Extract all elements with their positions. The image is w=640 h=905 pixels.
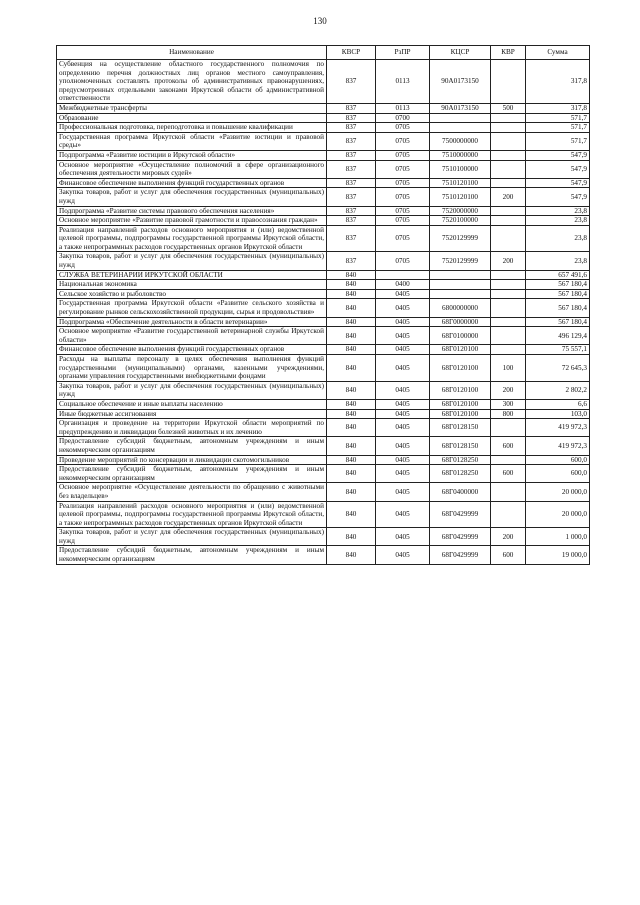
cell-kvsr: 837 (327, 150, 376, 160)
table-row (57, 483, 590, 501)
cell-kcsr: 68Г0120100 (430, 355, 491, 382)
cell-name: Иные бюджетные ассигнования (57, 409, 327, 419)
cell-name: Сельское хозяйство и рыболовство (57, 289, 327, 299)
cell-kvsr: 840 (327, 483, 376, 501)
cell-kvr (491, 178, 526, 188)
table-header-row (57, 46, 590, 60)
cell-kvr (491, 113, 526, 123)
cell-name: Предоставление субсидий бюджетным, автономным учреждениям и иным некоммерческим организациям (57, 437, 327, 455)
cell-kcsr (430, 289, 491, 299)
page-number: 130 (313, 16, 327, 26)
cell-kvsr: 840 (327, 327, 376, 345)
cell-kvsr: 840 (327, 419, 376, 437)
cell-kcsr: 68Г0100000 (430, 327, 491, 345)
cell-kvr: 600 (491, 546, 526, 564)
cell-sum: 317,8 (526, 60, 590, 104)
cell-kcsr: 68Г0429999 (430, 528, 491, 546)
table-row (57, 132, 590, 150)
cell-kvr (491, 289, 526, 299)
cell-kvr (491, 132, 526, 150)
cell-kvr: 200 (491, 252, 526, 270)
cell-kvr (491, 419, 526, 437)
cell-kvr (491, 501, 526, 528)
cell-rzpr: 0705 (376, 178, 430, 188)
cell-rzpr: 0705 (376, 188, 430, 206)
cell-name: Закупка товаров, работ и услуг для обеспечения государственных (муниципальных) нужд (57, 528, 327, 546)
cell-name: Финансовое обеспечение выполнения функций государственных органов (57, 345, 327, 355)
cell-rzpr: 0405 (376, 289, 430, 299)
cell-kvr (491, 299, 526, 317)
cell-sum: 103,0 (526, 409, 590, 419)
cell-sum: 547,9 (526, 178, 590, 188)
cell-name: Предоставление субсидий бюджетным, автономным учреждениям и иным некоммерческим организациям (57, 465, 327, 483)
table-row (57, 546, 590, 564)
cell-kcsr: 68Г0400000 (430, 483, 491, 501)
cell-kcsr: 7510120100 (430, 178, 491, 188)
cell-name: Финансовое обеспечение выполнения функций государственных органов (57, 178, 327, 188)
cell-kvsr: 837 (327, 252, 376, 270)
cell-kcsr (430, 113, 491, 123)
cell-sum: 600,0 (526, 465, 590, 483)
cell-kcsr: 68Г0000000 (430, 317, 491, 327)
cell-kvsr: 840 (327, 546, 376, 564)
cell-sum: 20 000,0 (526, 501, 590, 528)
cell-sum: 496 129,4 (526, 327, 590, 345)
cell-kvsr: 840 (327, 355, 376, 382)
table-row (57, 188, 590, 206)
cell-kvsr: 837 (327, 206, 376, 216)
cell-rzpr: 0405 (376, 419, 430, 437)
cell-rzpr: 0405 (376, 345, 430, 355)
cell-rzpr: 0705 (376, 150, 430, 160)
cell-kvsr: 840 (327, 501, 376, 528)
cell-kcsr: 68Г0128250 (430, 455, 491, 465)
cell-name: Закупка товаров, работ и услуг для обеспечения государственных (муниципальных) нужд (57, 381, 327, 399)
table-row (57, 501, 590, 528)
table-row (57, 206, 590, 216)
header-rzpr: РзПР (376, 46, 430, 60)
cell-name: Основное мероприятие «Осуществление деятельности по обращению с животными без владельцев» (57, 483, 327, 501)
table-row (57, 419, 590, 437)
cell-kvsr: 837 (327, 225, 376, 252)
cell-sum: 571,7 (526, 123, 590, 133)
cell-name: Организация и проведение на территории Иркутской области мероприятий по предупреждению и ликвидации болезней животных и их лечению (57, 419, 327, 437)
table-row (57, 252, 590, 270)
table-row (57, 289, 590, 299)
table-row (57, 327, 590, 345)
cell-rzpr: 0705 (376, 216, 430, 226)
cell-kcsr: 6800000000 (430, 299, 491, 317)
table-row (57, 60, 590, 104)
header-kcsr: КЦСР (430, 46, 491, 60)
cell-sum: 547,9 (526, 160, 590, 178)
header-name: Наименование (57, 46, 327, 60)
table-row (57, 399, 590, 409)
cell-kvsr: 840 (327, 409, 376, 419)
cell-kcsr: 7520000000 (430, 206, 491, 216)
cell-kvsr: 840 (327, 270, 376, 280)
cell-rzpr: 0405 (376, 483, 430, 501)
cell-sum: 1 000,0 (526, 528, 590, 546)
cell-kvr: 200 (491, 381, 526, 399)
table-row (57, 103, 590, 113)
table-row (57, 409, 590, 419)
table-row (57, 317, 590, 327)
cell-kvsr: 837 (327, 113, 376, 123)
cell-kcsr (430, 123, 491, 133)
cell-name: Расходы на выплаты персоналу в целях обеспечения выполнения функций государственными (муниципальными) органами, казенными учреждениями, органами управления государственными внебюджетными фондами (57, 355, 327, 382)
cell-rzpr: 0405 (376, 317, 430, 327)
cell-sum: 419 972,3 (526, 419, 590, 437)
table-row (57, 381, 590, 399)
cell-kvr: 200 (491, 528, 526, 546)
cell-kvsr: 837 (327, 160, 376, 178)
cell-rzpr: 0405 (376, 437, 430, 455)
cell-kvr: 500 (491, 103, 526, 113)
cell-rzpr: 0405 (376, 327, 430, 345)
cell-rzpr: 0405 (376, 381, 430, 399)
cell-kvsr: 837 (327, 216, 376, 226)
cell-sum: 567 180,4 (526, 280, 590, 290)
cell-kvsr: 837 (327, 188, 376, 206)
cell-kcsr: 7500000000 (430, 132, 491, 150)
cell-rzpr: 0405 (376, 299, 430, 317)
cell-kcsr: 68Г0128150 (430, 437, 491, 455)
cell-kcsr: 7510120100 (430, 188, 491, 206)
cell-kvr: 200 (491, 188, 526, 206)
cell-name: Основное мероприятие «Развитие государственной ветеринарной службы Иркутской области» (57, 327, 327, 345)
cell-sum: 75 557,1 (526, 345, 590, 355)
cell-sum: 20 000,0 (526, 483, 590, 501)
cell-name: Образование (57, 113, 327, 123)
table-row (57, 270, 590, 280)
cell-kvr: 600 (491, 437, 526, 455)
cell-name: Межбюджетные трансферты (57, 103, 327, 113)
table-row (57, 113, 590, 123)
cell-sum: 657 491,6 (526, 270, 590, 280)
cell-kvr (491, 327, 526, 345)
cell-rzpr: 0405 (376, 399, 430, 409)
cell-sum: 419 972,3 (526, 437, 590, 455)
cell-name: Субвенция на осуществление областного государственного полномочия по определению перечня должностных лиц органов местного самоуправления, уполномоченных составлять протоколы об административных правонарушениях, предусмотренных отдельными законами Иркутской области об административной ответственности (57, 60, 327, 104)
cell-kvsr: 837 (327, 132, 376, 150)
cell-rzpr: 0405 (376, 455, 430, 465)
cell-kvr (491, 123, 526, 133)
header-kvsr: КВСР (327, 46, 376, 60)
cell-kcsr: 68Г0128250 (430, 465, 491, 483)
cell-kcsr: 7510000000 (430, 150, 491, 160)
cell-kcsr: 7520129999 (430, 225, 491, 252)
cell-kcsr: 68Г0128150 (430, 419, 491, 437)
cell-kvr: 600 (491, 465, 526, 483)
cell-name: Проведение мероприятий по консервации и ликвидации скотомогильников (57, 455, 327, 465)
cell-name: Национальная экономика (57, 280, 327, 290)
table-row (57, 355, 590, 382)
cell-kvr (491, 455, 526, 465)
table-row (57, 437, 590, 455)
cell-kvr (491, 225, 526, 252)
cell-rzpr: 0705 (376, 160, 430, 178)
cell-rzpr: 0700 (376, 113, 430, 123)
cell-name: Закупка товаров, работ и услуг для обеспечения государственных (муниципальных) нужд (57, 188, 327, 206)
cell-rzpr: 0405 (376, 528, 430, 546)
cell-kvsr: 840 (327, 399, 376, 409)
cell-sum: 23,8 (526, 252, 590, 270)
cell-kcsr: 90А0173150 (430, 60, 491, 104)
table-row (57, 216, 590, 226)
cell-sum: 600,0 (526, 455, 590, 465)
cell-sum: 567 180,4 (526, 299, 590, 317)
cell-kvsr: 840 (327, 528, 376, 546)
cell-kcsr: 68Г0429999 (430, 546, 491, 564)
cell-kcsr: 68Г0120100 (430, 381, 491, 399)
cell-sum: 571,7 (526, 132, 590, 150)
cell-name: Подпрограмма «Развитие юстиции в Иркутской области» (57, 150, 327, 160)
cell-kcsr: 7510100000 (430, 160, 491, 178)
cell-name: Подпрограмма «Развитие системы правового обеспечения населения» (57, 206, 327, 216)
cell-sum: 571,7 (526, 113, 590, 123)
cell-rzpr: 0405 (376, 546, 430, 564)
cell-kvr: 100 (491, 355, 526, 382)
cell-kvr: 800 (491, 409, 526, 419)
table-row (57, 465, 590, 483)
table-row (57, 528, 590, 546)
cell-name: Профессиональная подготовка, переподготовка и повышение квалификации (57, 123, 327, 133)
cell-sum: 23,8 (526, 216, 590, 226)
cell-rzpr: 0113 (376, 103, 430, 113)
cell-kvsr: 840 (327, 299, 376, 317)
cell-sum: 23,8 (526, 206, 590, 216)
cell-kvr (491, 150, 526, 160)
cell-kvsr: 837 (327, 178, 376, 188)
cell-kcsr: 68Г0429999 (430, 501, 491, 528)
cell-name: Социальное обеспечение и иные выплаты населению (57, 399, 327, 409)
cell-kcsr (430, 280, 491, 290)
cell-rzpr: 0705 (376, 225, 430, 252)
table-row (57, 150, 590, 160)
cell-name: Реализация направлений расходов основного мероприятия и (или) ведомственной целевой программы, подпрограммы государственной программы Иркутской области, а также непрограммных расходов государственных органов Иркутской области (57, 501, 327, 528)
cell-kvr (491, 60, 526, 104)
cell-sum: 23,8 (526, 225, 590, 252)
cell-rzpr (376, 270, 430, 280)
cell-kvr (491, 206, 526, 216)
cell-sum: 547,9 (526, 188, 590, 206)
cell-kcsr: 68Г0120100 (430, 399, 491, 409)
cell-kvsr: 840 (327, 317, 376, 327)
cell-kvsr: 837 (327, 123, 376, 133)
cell-rzpr: 0705 (376, 123, 430, 133)
cell-kvsr: 840 (327, 280, 376, 290)
table-row (57, 455, 590, 465)
table-row (57, 299, 590, 317)
cell-kvsr: 840 (327, 455, 376, 465)
table-row (57, 280, 590, 290)
cell-kvr: 300 (491, 399, 526, 409)
table-row (57, 345, 590, 355)
cell-sum: 317,8 (526, 103, 590, 113)
cell-name: Государственная программа Иркутской области «Развитие юстиции и правовой среды» (57, 132, 327, 150)
cell-kvsr: 840 (327, 289, 376, 299)
cell-name: Государственная программа Иркутской области «Развитие сельского хозяйства и регулирование рынков сельскохозяйственной продукции, сырья и продовольствия» (57, 299, 327, 317)
cell-name: Предоставление субсидий бюджетным, автономным учреждениям и иным некоммерческим организациям (57, 546, 327, 564)
cell-kvr (491, 216, 526, 226)
cell-kcsr (430, 270, 491, 280)
cell-kvsr: 840 (327, 381, 376, 399)
cell-sum: 6,6 (526, 399, 590, 409)
cell-kvr (491, 317, 526, 327)
cell-name: Подпрограмма «Обеспечение деятельности в области ветеринарии» (57, 317, 327, 327)
cell-kvsr: 840 (327, 345, 376, 355)
budget-table (56, 45, 590, 565)
cell-name: Закупка товаров, работ и услуг для обеспечения государственных (муниципальных) нужд (57, 252, 327, 270)
cell-kcsr: 90А0173150 (430, 103, 491, 113)
table-row (57, 225, 590, 252)
cell-kvr (491, 280, 526, 290)
cell-sum: 72 645,3 (526, 355, 590, 382)
cell-kcsr: 68Г0120100 (430, 409, 491, 419)
cell-kvr (491, 483, 526, 501)
cell-name: Основное мероприятие «Осуществление полномочий в сфере организационного обеспечения деятельности мировых судей» (57, 160, 327, 178)
table-row (57, 178, 590, 188)
cell-kcsr: 7520129999 (430, 252, 491, 270)
cell-sum: 567 180,4 (526, 289, 590, 299)
cell-sum: 19 000,0 (526, 546, 590, 564)
cell-kvr (491, 160, 526, 178)
cell-kvsr: 837 (327, 103, 376, 113)
table-row (57, 123, 590, 133)
cell-kvsr: 840 (327, 465, 376, 483)
cell-kvr (491, 345, 526, 355)
cell-rzpr: 0400 (376, 280, 430, 290)
cell-kvr (491, 270, 526, 280)
cell-kcsr: 7520100000 (430, 216, 491, 226)
cell-rzpr: 0705 (376, 206, 430, 216)
cell-sum: 547,9 (526, 150, 590, 160)
cell-rzpr: 0405 (376, 501, 430, 528)
cell-name: Основное мероприятие «Развитие правовой грамотности и правосознания граждан» (57, 216, 327, 226)
header-sum: Сумма (526, 46, 590, 60)
cell-name: Реализация направлений расходов основного мероприятия и (или) ведомственной целевой программы, подпрограммы государственной программы Иркутской области, а также непрограммных расходов государственных органов Иркутской области (57, 225, 327, 252)
cell-rzpr: 0705 (376, 132, 430, 150)
cell-name: СЛУЖБА ВЕТЕРИНАРИИ ИРКУТСКОЙ ОБЛАСТИ (57, 270, 327, 280)
cell-rzpr: 0405 (376, 409, 430, 419)
cell-kcsr: 68Г0120100 (430, 345, 491, 355)
cell-rzpr: 0705 (376, 252, 430, 270)
cell-rzpr: 0113 (376, 60, 430, 104)
cell-sum: 2 802,2 (526, 381, 590, 399)
table-row (57, 160, 590, 178)
cell-rzpr: 0405 (376, 465, 430, 483)
cell-kvsr: 837 (327, 60, 376, 104)
cell-kvsr: 840 (327, 437, 376, 455)
header-kvr: КВР (491, 46, 526, 60)
cell-sum: 567 180,4 (526, 317, 590, 327)
cell-rzpr: 0405 (376, 355, 430, 382)
